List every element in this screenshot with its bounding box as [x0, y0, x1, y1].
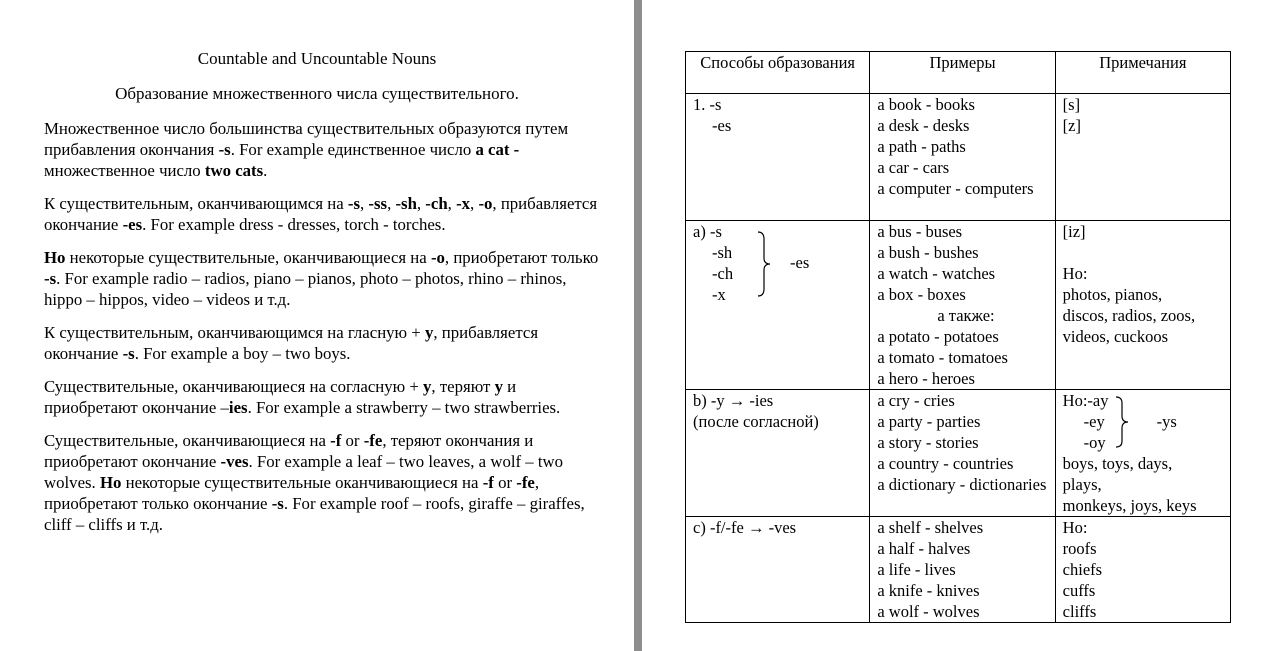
text-run: . — [263, 161, 268, 180]
paragraph — [44, 118, 604, 181]
example-line: a car - cars — [877, 158, 950, 177]
way-prefix: a) — [693, 222, 706, 241]
table-header-row — [686, 52, 1231, 94]
bold-text: -o — [478, 194, 493, 213]
note-line: [s] — [1062, 95, 1081, 114]
bold-text: Но — [44, 248, 66, 267]
way-result: -es — [790, 253, 810, 272]
note-line: discos, radios, zoos, — [1062, 306, 1196, 325]
note-line — [1063, 242, 1230, 263]
column-header-examples: Примеры — [870, 52, 1055, 94]
note-line: [iz] — [1062, 222, 1086, 241]
note-prefix: Но: — [1062, 391, 1088, 410]
example-line: a bush - bushes — [877, 243, 979, 262]
way-line: c) -f/-fe → -ves — [693, 518, 797, 537]
note-line: monkeys, joys, keys — [1062, 496, 1197, 515]
bold-text: y — [423, 377, 432, 396]
text-run: К существительным, оканчивающимся на — [44, 194, 348, 213]
text-run: . For example roof – roofs, giraffe – giraffes, cliff – cliffs и т.д. — [44, 494, 585, 534]
example-line: a wolf - wolves — [877, 602, 980, 621]
text-run: or — [493, 473, 517, 492]
example-line: a potato - potatoes — [877, 327, 999, 346]
note-line: cuffs — [1062, 581, 1096, 600]
example-line: a path - paths — [877, 137, 966, 156]
text-run: К существительным, оканчивающимся на гласную + — [44, 323, 425, 342]
bold-text: -f — [482, 473, 494, 492]
note-line: chiefs — [1062, 560, 1103, 579]
text-run: , прибавляется окончание — [44, 194, 598, 234]
text-run: и приобретают окончание – — [44, 377, 517, 417]
notes-cell — [1055, 94, 1230, 221]
right-brace-icon — [757, 231, 771, 297]
page-divider — [634, 0, 642, 651]
example-line: a book - books — [877, 95, 975, 114]
example-line: a half - halves — [877, 539, 971, 558]
note-line: -ay — [1087, 391, 1109, 410]
document-title: Countable and Uncountable Nouns — [197, 49, 437, 68]
paragraph — [44, 376, 604, 418]
bold-text: -s — [347, 194, 361, 213]
note-line: cliffs — [1062, 602, 1097, 621]
text-run: . For example a boy – two boys. — [134, 344, 351, 363]
note-line: plays, — [1062, 475, 1102, 494]
text-run: , — [447, 194, 457, 213]
ways-cell — [686, 94, 870, 221]
table-row — [686, 221, 1231, 390]
way-line: b) -y → -ies — [693, 391, 774, 410]
bold-text: -o — [430, 248, 445, 267]
bold-text: y — [424, 323, 434, 342]
example-line: а также: — [937, 306, 995, 325]
table-row — [686, 517, 1231, 623]
bold-text: -s — [44, 269, 57, 288]
example-line: a tomato - tomatoes — [877, 348, 1008, 367]
notes-cell — [1055, 517, 1230, 623]
example-line: a shelf - shelves — [877, 518, 984, 537]
bold-text: Но — [99, 473, 122, 492]
text-run: , теряют окончания и приобретают окончание — [44, 431, 534, 471]
text-run: , — [470, 194, 479, 213]
text-run: , — [416, 194, 426, 213]
examples-cell — [870, 94, 1055, 221]
text-run: множественное число — [44, 161, 205, 180]
note-line: Но: — [1062, 518, 1088, 537]
text-run: Множественное число большинства существительных образуются путем прибавления окончания — [44, 119, 569, 159]
note-line: roofs — [1062, 539, 1097, 558]
right-page — [642, 0, 1277, 651]
text-run: некоторые существительные, оканчивающиеся на — [65, 248, 431, 267]
note-line: -oy — [1083, 433, 1106, 452]
notes-cell — [1055, 221, 1230, 390]
ways-cell — [686, 221, 870, 390]
way-line: -es — [712, 116, 732, 135]
bold-text: -ch — [425, 194, 448, 213]
text-run: . For example dress - dresses, torch - torches. — [142, 215, 446, 234]
bold-text: y — [494, 377, 503, 396]
bold-text: two cats — [204, 161, 264, 180]
text-run: . For example единственное число — [230, 140, 476, 159]
bold-text: -es — [122, 215, 143, 234]
text-run: , приобретают только окончание — [44, 473, 540, 513]
ways-cell — [686, 517, 870, 623]
right-brace-icon — [1115, 396, 1129, 448]
text-run: Существительные, оканчивающиеся на согласную + — [44, 377, 424, 396]
example-line: a box - boxes — [877, 285, 966, 304]
note-result: -ys — [1156, 412, 1177, 431]
text-run: . For example a strawberry – two strawberries. — [247, 398, 561, 417]
document-subtitle: Образование множественного числа существительного. — [115, 84, 519, 103]
example-line: a bus - buses — [877, 222, 963, 241]
text-run: . For example radio – radios, piano – pianos, photo – photos, rhino – rhinos, hippo – hippos, video – videos и т.д. — [44, 269, 567, 309]
column-header-ways: Способы образования — [686, 52, 870, 94]
way-line: -x — [712, 285, 726, 304]
left-page — [0, 0, 634, 651]
example-line: a party - parties — [877, 412, 981, 431]
paragraph — [44, 193, 604, 235]
examples-cell — [870, 221, 1055, 390]
note-line: [z] — [1062, 116, 1081, 135]
way-line: -sh — [712, 243, 733, 262]
example-line: a story - stories — [877, 433, 979, 452]
text-run: , — [360, 194, 369, 213]
way-line: (после согласной) — [693, 412, 819, 431]
bold-text: -s — [218, 140, 231, 159]
paragraph — [44, 247, 604, 310]
example-line: a desk - desks — [877, 116, 970, 135]
examples-cell — [870, 517, 1055, 623]
text-run: , прибавляется окончание — [44, 323, 539, 363]
example-line: a watch - watches — [877, 264, 996, 283]
example-line: a computer - computers — [877, 179, 1034, 198]
example-line: a country - countries — [877, 454, 1014, 473]
way-line: -ch — [712, 264, 734, 283]
way-line: 1. -s — [693, 95, 722, 114]
note-line: photos, pianos, — [1062, 285, 1163, 304]
text-run: . For example a leaf – two leaves, a wolf – two wolves. — [44, 452, 564, 492]
table-row — [686, 390, 1231, 517]
bold-text: ies — [228, 398, 248, 417]
example-line: a life - lives — [877, 560, 956, 579]
text-run: , — [387, 194, 396, 213]
bold-text: -ss — [368, 194, 388, 213]
bold-text: -s — [271, 494, 284, 513]
example-line: a hero - heroes — [877, 369, 975, 388]
notes-cell — [1055, 390, 1230, 517]
bold-text: a cat - — [475, 140, 520, 159]
paragraph — [44, 322, 604, 364]
table-row — [686, 94, 1231, 221]
text-run: Существительные, оканчивающиеся на — [44, 431, 331, 450]
text-run: некоторые существительные оканчивающиеся на — [121, 473, 483, 492]
column-header-notes: Примечания — [1055, 52, 1230, 94]
bold-text: -ves — [220, 452, 249, 471]
example-line: a knife - knives — [877, 581, 980, 600]
note-line: Но: — [1062, 264, 1088, 283]
note-line: -ey — [1083, 412, 1105, 431]
way-line: -s — [709, 222, 722, 241]
paragraph — [44, 430, 604, 535]
plural-formation-table — [685, 51, 1231, 623]
text-run: , теряют — [431, 377, 495, 396]
example-line: a dictionary - dictionaries — [877, 475, 1047, 494]
rules-text — [44, 118, 604, 547]
note-line: videos, cuckoos — [1062, 327, 1169, 346]
bold-text: -fe — [363, 431, 383, 450]
bold-text: -fe — [516, 473, 535, 492]
bold-text: -sh — [395, 194, 417, 213]
note-line: boys, toys, days, — [1062, 454, 1173, 473]
ways-cell — [686, 390, 870, 517]
bold-text: -s — [122, 344, 135, 363]
text-run: , приобретают только — [444, 248, 599, 267]
text-run: or — [341, 431, 364, 450]
example-line: a cry - cries — [877, 391, 955, 410]
bold-text: -x — [456, 194, 471, 213]
examples-cell — [870, 390, 1055, 517]
bold-text: -f — [330, 431, 342, 450]
